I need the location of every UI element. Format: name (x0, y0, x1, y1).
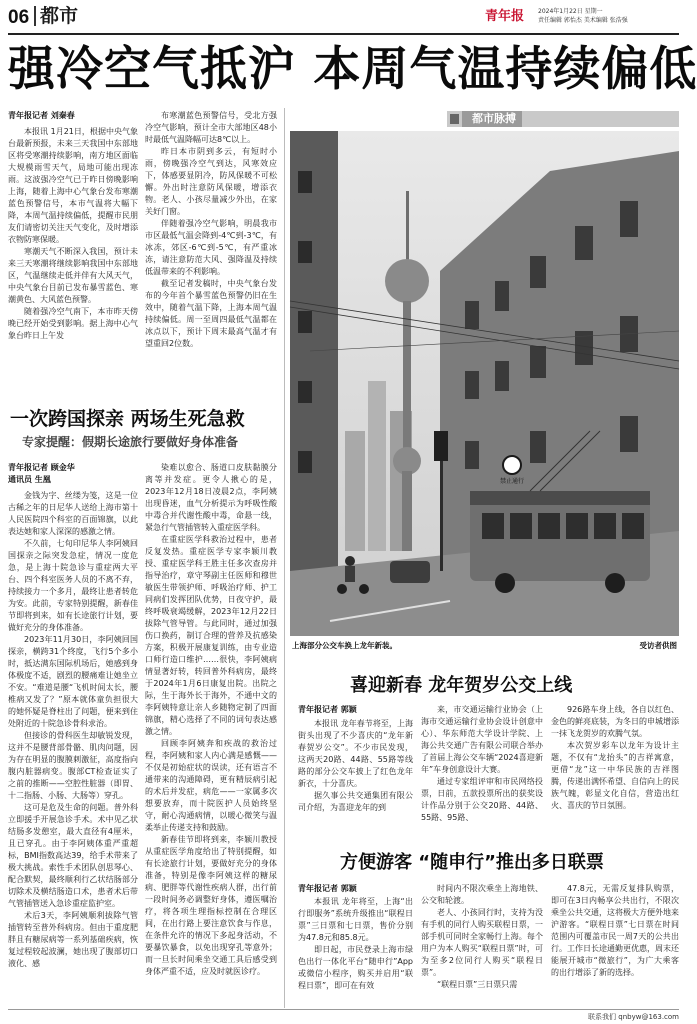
paragraph: 本次贺岁彩车以龙年为设计主题，不仅有“龙抬头”的吉祥寓意，更借“龙”这一中华民族的吉祥图腾，传递出满怀希望、自信向上的民族气魄，彰显文化自信，营造出红火、喜庆的节日氛围。 (551, 741, 679, 810)
article3-byline: 青年报记者 郭颖 (298, 705, 357, 714)
photo-caption: 上海部分公交车换上龙年新装。 (292, 641, 397, 650)
article4-col2 (421, 883, 543, 1006)
article2-byline: 青年报记者 顾金华 (8, 463, 75, 472)
article4-col3 (551, 883, 679, 1006)
issue-date: 2024年1月22日 星期一 (538, 8, 603, 15)
article4-byline: 青年报记者 郭颖 (298, 884, 357, 893)
page-number: 06 (8, 7, 30, 28)
photo-credit: 受访者供图 (639, 641, 677, 650)
sign-text: 禁止通行 (499, 478, 525, 485)
article3-headline: 喜迎新春 龙年贺岁公交上线 (350, 675, 573, 696)
section-name: 都市 (34, 6, 78, 26)
paragraph: 这可是危及生命的问题。普外科立即援手开展急诊手术。术中见乙状结肠多发憩室，最大直径有4厘米，且已穿孔。由于李阿姨体重严重超标，BMI指数高达39，给手术带来了极大挑战。索性手术团队创思琴心、配合默契，最终顺利行乙状结肠部分切除术及横结肠造口术，患者术后带气管插管送入急诊重症监护室。 (8, 803, 138, 908)
article2-col1 (8, 490, 138, 1006)
paragraph: 老人、小孩同行时，支持为没有手机的同行人购买联程日票，一部手机可同时全家畅行上海。每个用户为本人购买“联程日票”时，可为至多2位同行人购买“联程日票”。 (421, 908, 543, 977)
issue-editors: 责任编辑 郭怡杰 美术编辑 张浩强 (538, 17, 628, 24)
street-photo (290, 131, 679, 636)
paragraph: 染难以愈合、肠道口皮肤黏膜分离等并发症。更令人揪心的是，2023年12月18日凌晨2点，李阿姨出现昏迷，血气分析提示为呼吸性酸中毒合并代谢性酸中毒，命悬一线，紧急行气管插管转入重症医学科。 (145, 463, 277, 532)
paragraph: 2023年11月30日，李阿姨回国探亲，横跨31个终度，飞行5个多小时，抵达满东国际机场后，她感到身体极度不适，剧烈的腰痛难让她坐立不安。“难道是腰“飞机时间太长，腰椎病又发了？”原本就体童负担很大的她怀疑是脊柱出了问题，便来到住处附近的十院急诊骨科求治。 (8, 635, 138, 728)
article2-subheadline: 专家提醒：假期长途旅行要做好身体准备 (22, 435, 239, 449)
page-header (0, 0, 687, 38)
column-divider (284, 108, 285, 1008)
paragraph: “联程日票”三日票只需 (437, 980, 518, 989)
footer-contact: 联系我们 qnbyw@163.com (588, 1013, 679, 1021)
paragraph: 伴随着强冷空气影响，明晨我市市区最低气温会降到-4℃到-3℃，有冰冻，郊区-6℃到-5℃，有严重冰冻，请注意防范大风、强降温及持续低温带来的不利影响。 (145, 219, 277, 276)
article2-byline2: 通讯员 生凰 (8, 475, 51, 484)
article1-col2 (145, 110, 277, 360)
paragraph: 术后3天，李阿姨顺利拔除气管插管转至普外科病房。但由于重度肥胖且有糖尿病等一系列基础疾病，恢复过程较起波澜，她出现了腹部切口液化、感 (8, 911, 138, 968)
paragraph: 来，市交通运输行业协会（上海市交通运输行业协会设计创意中心）、华东师范大学设计学院、上海公共交通广告有限公司联合举办了首届上海公交车辆“2024喜迎新年”车身创意设计大赛。 (421, 705, 543, 774)
paragraph: 随着强冷空气南下，本市昨天傍晚已经开始受到影响。据上海中心气象台昨日上午发 (8, 307, 138, 340)
paragraph: 寒潮天气不断深入我国，预计未来三天寒潮将继续影响我国中东部地区，气温继续走低并伴有大风天气，中央气象台目前已发布暴雪蓝色、寒潮黄色、大风蓝色预警。 (8, 247, 138, 304)
newspaper-logo: 青年报 (485, 9, 525, 24)
section-marker-icon (450, 114, 459, 124)
paragraph: 据久事公共交通集团有限公司介绍，为喜迎龙年的到 (298, 791, 413, 812)
street-photo-drawing (290, 131, 679, 636)
paragraph: 47.8元，无需反复排队购票，即可在3日内畅享公共出行，不限次乘坐公共交通，这将极大方便外地来沪游客。“联程日票”七日票在时间范围内可覆盖市民一周7天的公共出行。工作日长途通勤更优惠，周末还能展开城市“微旅行”，为广大乘客的出行增添了新的选择。 (551, 884, 679, 977)
paragraph: 截至记者发稿时，中央气象台发布的今年首个暴雪蓝色预警仍旧在生效中，随着气温下降，上海本周气温持续偏低。周一至周四最低气温都在冰点以下，预计下周末最高气温才有望重回2位数。 (145, 279, 277, 348)
paragraph: 昨日本市阴到多云，有短时小雨，傍晚强冷空气到达，风寒效应下，体感要显阴冷，防风保暖不可松懈。外出时注意防风保暖，增添衣物。老人、小孩尽量减少外出，在家关好门窗。 (145, 147, 277, 216)
issue-info (538, 7, 683, 25)
paragraph: 本报讯 龙年春节将至，上海街头出现了不少喜庆的“龙年新春贺岁公交”。不少市民发现，这两天20路、44路、55路等线路的部分公交车披上了红色龙年新衣，十分喜庆。 (298, 719, 413, 788)
paragraph: 通过专家组评审和市民网络投票，日前，五款投票所出的获奖设计作品分别于公交20路、44路、55路、95路、 (421, 777, 543, 822)
section-label: 都市脉搏 (462, 111, 522, 127)
article3-col2 (421, 704, 543, 822)
paragraph: 但接诊的骨科医生却敏锐发现，这并不是腰背部骨骼、肌肉问题，因为存在明显的腹膜刺激征，高度指向腹内脏器病变。腹部CT检查证实了之前的推断——空腔性脏器（即胃、十二指肠、小肠、大肠等）穿孔。 (8, 731, 138, 800)
paragraph: 金钱为字、丝缕为笺，这是一位古稀之年的日尼华人送给上海市第十人民医院四个科室的百面锦旗，以此表达她和家人深深的感激之情。 (8, 491, 138, 536)
main-headline: 强冷空气抵沪 本周气温持续偏低 (8, 42, 697, 97)
paragraph: 在重症医学科救治过程中，患者反复发热。重症医学专家李颖川教授、重症医学科王胜主任多次查房并指导治疗，章守琴副主任医师和穆世敏医生带领护师、呼吸治疗师、护工同病们发挥团队优势，日夜守护，最终呼吸衰竭缓解，2023年12月22日拔除气管导管。与此同时，通过加强伤口换药，制订合理的营养及抗感染方案，积极开展康复训练，由专业造口师行造口维护……很快，李阿姨病情显著好转，转回普外科病房，最终于2024年1月6日康复出院。出院之际，生于海外长于海外，不通中文的李阿姨特意让亲人乡随物定制了四面锦旗，精心选择了不同的词句表达感激之情。 (145, 535, 277, 736)
article2-headline: 一次跨国探亲 两场生死急救 (10, 408, 245, 430)
paragraph: 回顾李阿姨奔和疾战的救治过程，李阿姨和家人内心满是感慨——不仅是初始症状的误读，还有语言不通带来的沟通障碍，更有精辰病引起的术后并发症，病危——一家属多次想要放弃，而十院医护人员始终坚守，耐心沟通病情，以暖心微笑与温柔举止传递支持和鼓励。 (145, 739, 277, 832)
paragraph: 不久前，七旬印尼华人李阿姨回国探亲之际突发急症，情况一度危急，是上海十院急诊与重症两大平台、四个科室医务人员的不离不弃，持续接力一个多月，最终让患者转危为安。此前，专家特别提醒，新春佳节即将到来，如有长途旅行计划，要做好充分的身体准备。 (8, 539, 138, 632)
header-rule (8, 33, 679, 35)
article4-col1 (298, 896, 413, 1006)
paragraph: 本报讯 1月21日，根据中央气象台最新预报，未来三天我国中东部地区将受寒潮持续影响，南方地区面临大规模雨雪天气，局地可能出现冻雨。这波强冷空气已于昨日傍晚影响上海，随着上海中心气象台发布寒潮蓝色预警信号，本市气温将大幅下降，本周气温持续偏低，提醒市民朋友们请密切关注天气变化，及时增添衣物防寒保暖。 (8, 127, 138, 244)
paragraph: 即日起，市民登录上海市绿色出行一体化平台“随申行”App或微信小程序，购买并启用“联程日票”，即可在有效 (298, 945, 413, 990)
paragraph: 本报讯 龙年将至，上海“出行即服务”系统升级推出“联程日票”三日票和七日票，售价分别为47.8元和85.8元。 (298, 897, 413, 942)
article1-byline: 青年报记者 刘秦春 (8, 111, 75, 120)
article3-col1 (298, 718, 413, 814)
article3-col3 (551, 704, 679, 814)
paragraph: 时间内不限次乘坐上海地铁、公交和轮渡。 (421, 884, 543, 905)
page-footer (8, 1009, 679, 1021)
paragraph: 布寒潮蓝色预警信号，受北方强冷空气影响，预计全市大部地区48小时最低气温降幅可达8℃以上。 (145, 111, 277, 144)
article2-col2 (145, 462, 277, 1006)
paragraph: 新春佳节即将到来，李颖川教授从重症医学角度给出了特别提醒，如有长途旅行计划，要做好充分的身体准备，特别是像李阿姨这样的糖尿病、肥胖等代谢性疾病人群，出行前一段时间务必调整好身体，遵医嘱治疗，将各项生理指标控制在合理区间，在出行路上要注意饮食与作息，在条件允许的情况下多起身活动，不要暴饮暴食，以免出现穿孔等意外；而一旦长时间乘坐交通工具后感受到身体严重不适，应及时就医诊疗。 (145, 835, 277, 976)
paragraph: 926路车身上线，各自以红色、金色的鲜亮底装，为冬日的申城增添一抹飞龙贺岁的欢腾气氛。 (551, 705, 679, 738)
article1-col1 (8, 126, 138, 360)
article4-headline: 方便游客 “随申行”推出多日联票 (340, 852, 604, 873)
